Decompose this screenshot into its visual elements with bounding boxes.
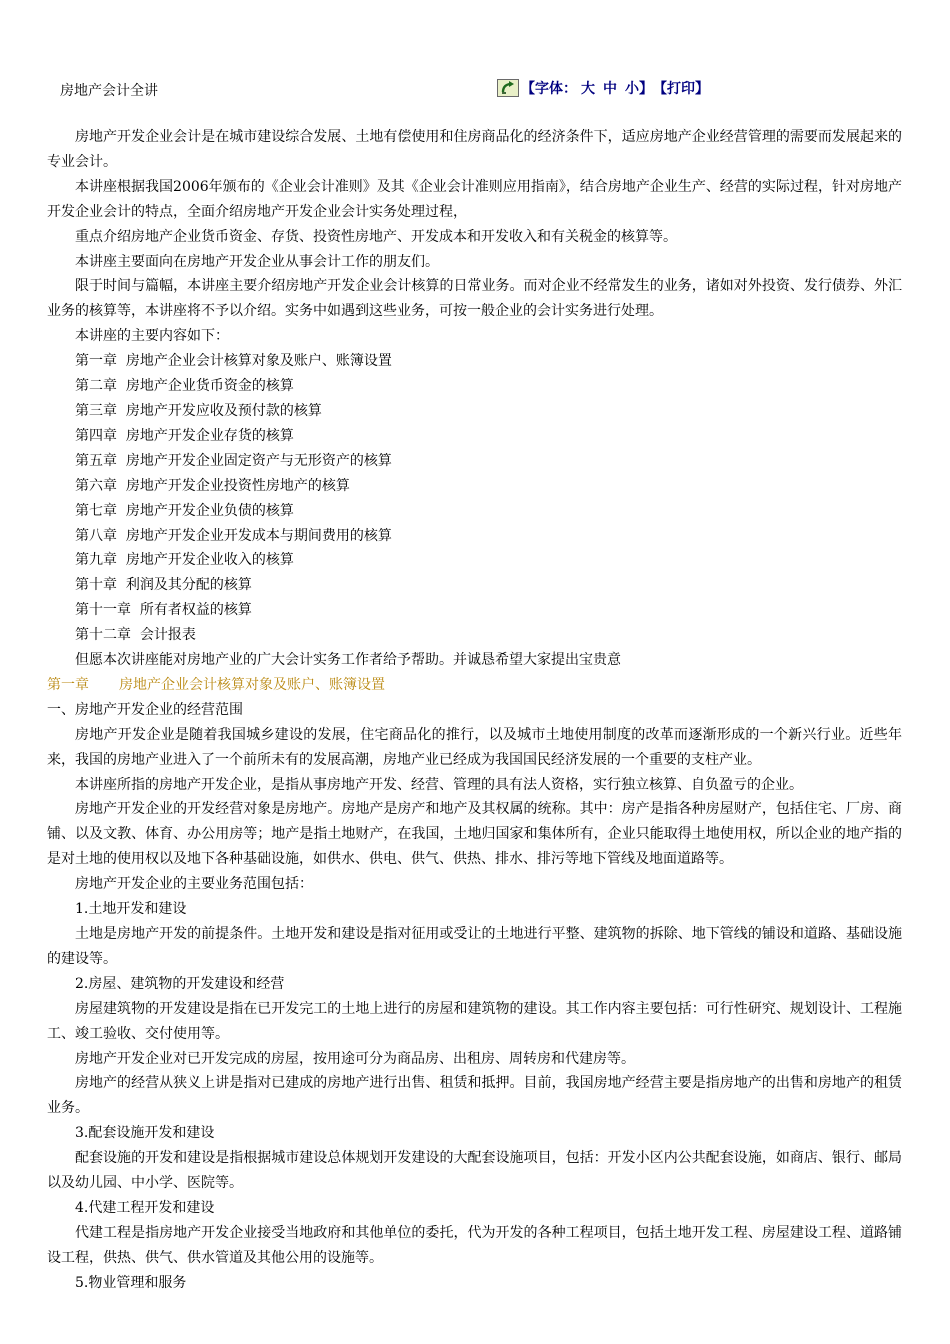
- chapter-title: 房地产企业会计核算对象及账户、账簿设置: [119, 676, 385, 693]
- font-toolbar: [497, 76, 709, 100]
- toc-item: 第十章 利润及其分配的核算: [75, 577, 252, 594]
- body-paragraph: 本讲座所指的房地产开发企业，是指从事房地产开发、经营、管理的具有法人资格，实行独立核算、自负盈亏的企业。: [75, 776, 803, 793]
- toc-item: 第三章 房地产开发应收及预付款的核算: [75, 402, 322, 419]
- toc-item: 第九章 房地产开发企业收入的核算: [75, 552, 294, 569]
- font-label: 【字体：: [521, 81, 577, 97]
- chapter-heading: [47, 673, 902, 698]
- font-medium-link[interactable]: 中: [603, 81, 617, 97]
- page-header: [0, 76, 950, 104]
- intro-paragraph: 本讲座的主要内容如下：: [75, 328, 229, 345]
- item-heading: 5.物业管理和服务: [75, 1274, 187, 1291]
- body-paragraph: 房屋建筑物的开发建设是指在已开发完工的土地上进行的房屋和建筑物的建设。其工作内容主要包括：可行性研究、规划设计、工程施工、竣工验收、交付使用等。: [47, 1000, 902, 1042]
- intro-paragraph: 房地产开发企业会计是在城市建设综合发展、土地有偿使用和住房商品化的经济条件下，适应房地产企业经营管理的需要而发展起来的专业会计。: [47, 129, 902, 170]
- toc-item: 第七章 房地产开发企业负债的核算: [75, 502, 294, 519]
- font-small-link[interactable]: 小: [625, 81, 639, 97]
- font-label-close: 】: [639, 81, 653, 97]
- body-paragraph: 房地产开发企业对已开发完成的房屋，按用途可分为商品房、出租房、周转房和代建房等。: [75, 1050, 635, 1067]
- toc-item: 第二章 房地产企业货币资金的核算: [75, 378, 294, 395]
- intro-paragraph: 限于时间与篇幅，本讲座主要介绍房地产开发企业会计核算的日常业务。而对企业不经常发生的业务，诸如对外投资、发行债券、外汇业务的核算等，本讲座将不予以介绍。实务中如遇到这些业务，可按一般企业的会计实务进行处理。: [47, 278, 902, 320]
- toc-item: 第十一章 所有者权益的核算: [75, 602, 252, 619]
- toc-item: 第八章 房地产开发企业开发成本与期间费用的核算: [75, 527, 392, 544]
- article-body: [47, 125, 902, 1296]
- item-heading: 2.房屋、建筑物的开发建设和经营: [75, 975, 285, 992]
- intro-paragraph: 重点介绍房地产企业货币资金、存货、投资性房地产、开发成本和开发收入和有关税金的核算等。: [75, 228, 677, 245]
- body-paragraph: 土地是房地产开发的前提条件。土地开发和建设是指对征用或受让的土地进行平整、建筑物的拆除、地下管线的铺设和道路、基础设施的建设等。: [47, 926, 902, 967]
- toc-item: 第十二章 会计报表: [75, 627, 196, 644]
- body-paragraph: 房地产开发企业的主要业务范围包括：: [75, 876, 313, 893]
- toc-item: 第四章 房地产开发企业存货的核算: [75, 427, 294, 444]
- item-heading: 4.代建工程开发和建设: [75, 1199, 215, 1216]
- body-paragraph: 房地产的经营从狭义上讲是指对已建成的房地产进行出售、租赁和抵押。目前，我国房地产经营主要是指房地产的出售和房地产的租赁业务。: [47, 1075, 902, 1117]
- closing-paragraph: 但愿本次讲座能对房地产业的广大会计实务工作者给予帮助。并诚恳希望大家提出宝贵意: [75, 652, 621, 669]
- intro-paragraph: 本讲座主要面向在房地产开发企业从事会计工作的朋友们。: [75, 253, 439, 270]
- toc-item: 第五章 房地产开发企业固定资产与无形资产的核算: [75, 452, 392, 469]
- body-paragraph: 房地产开发企业是随着我国城乡建设的发展，住宅商品化的推行，以及城市土地使用制度的改革而逐渐形成的一个新兴行业。近些年来，我国的房地产业进入了一个前所未有的发展高潮，房地产业已经成为我国国民经济发展的一个重要的支柱产业。: [47, 726, 902, 768]
- toc-item: 第一章 房地产企业会计核算对象及账户、账簿设置: [75, 353, 392, 370]
- print-link[interactable]: 【打印】: [653, 81, 709, 97]
- item-heading: 3.配套设施开发和建设: [75, 1125, 215, 1142]
- page-title: 房地产会计全讲: [60, 83, 158, 99]
- arrow-refresh-icon[interactable]: [497, 79, 519, 97]
- body-paragraph: 代建工程是指房地产开发企业接受当地政府和其他单位的委托，代为开发的各种工程项目，包括土地开发工程、房屋建设工程、道路铺设工程，供热、供气、供水管道及其他公用的设施等。: [47, 1224, 902, 1266]
- body-paragraph: 配套设施的开发和建设是指根据城市建设总体规划开发建设的大配套设施项目，包括：开发小区内公共配套设施，如商店、银行、邮局以及幼儿园、中小学、医院等。: [47, 1150, 902, 1192]
- intro-paragraph: 本讲座根据我国2006年颁布的《企业会计准则》及其《企业会计准则应用指南》，结合房地产企业生产、经营的实际过程，针对房地产开发企业会计的特点，全面介绍房地产开发企业会计实务处理过程，: [47, 178, 902, 220]
- section-heading: 一、房地产开发企业的经营范围: [47, 701, 243, 718]
- chapter-number: 第一章: [47, 676, 89, 693]
- toc-item: 第六章 房地产开发企业投资性房地产的核算: [75, 477, 350, 494]
- body-paragraph: 房地产开发企业的开发经营对象是房地产。房地产是房产和地产及其权属的统称。其中：房产是指各种房屋财产，包括住宅、厂房、商铺、以及文教、体育、办公用房等；地产是指土地财产，在我国，土地归国家和集体所有，企业只能取得土地使用权，所以企业的地产指的是对土地的使用权以及地下各种基础设施，如供水、供电、供气、供热、排水、排污等地下管线及地面道路等。: [47, 801, 902, 868]
- item-heading: 1.土地开发和建设: [75, 901, 187, 918]
- font-large-link[interactable]: 大: [581, 81, 595, 97]
